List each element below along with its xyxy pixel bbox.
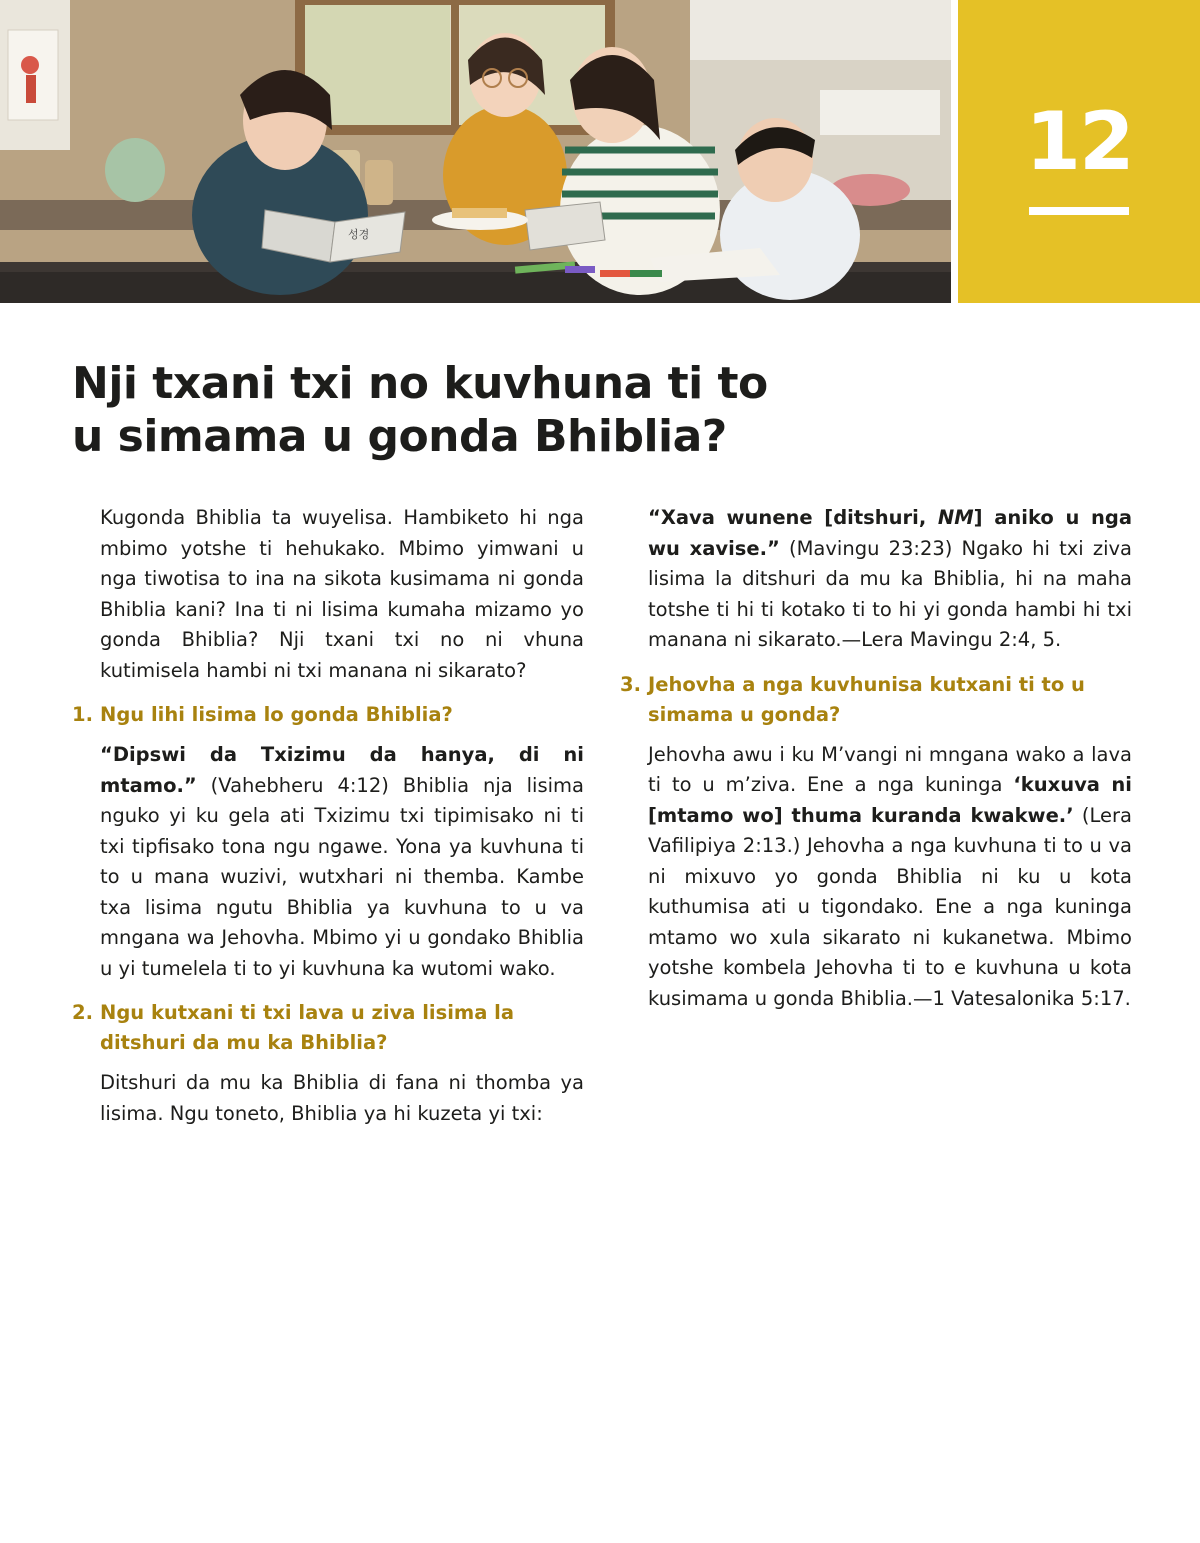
right-column — [620, 503, 1132, 1028]
hero-photo — [0, 0, 951, 303]
question-2-heading — [72, 998, 584, 1058]
page-title — [72, 357, 872, 463]
question-text: Ngu kutxani ti txi lava u ziva lisima la ditshuri da mu ka Bhiblia? — [100, 1001, 515, 1054]
question-3-heading — [620, 670, 1132, 730]
lesson-number: 12 — [1025, 95, 1133, 188]
intro-paragraph: Kugonda Bhiblia ta wuyelisa. Hambiketo hi nga mbimo yotshe ti hehukako. Mbimo yimwani u nga tiwotisa to ina na sikota kusimama ni gonda Bhiblia kani? Ina ti ni lisima kumaha mizamo yo gonda Bhiblia? Nji txani txi no ni vhuna kutimisela hambi ni txi manana ni sikarato? — [100, 506, 584, 682]
title-line-2: u simama u gonda Bhiblia? — [72, 411, 727, 462]
paragraph-text: (Vahebheru 4:12) Bhiblia nja lisima nguko yi ku gela ati Txizimu txi tipimisako ni ti txi tipfisako tona ngu ngawe. Yona ya kuvhuna ti to u mana wuzivi, wutxhari ni themba. Kambe txa lisima ngutu Bhiblia ya kuvhuna to u va mngana wa Jehovha. Mbimo yi u gondako Bhiblia u yi tumelela ti to yi kuvhuna ka wutomi wako. — [100, 773, 584, 980]
lesson-number-badge — [958, 0, 1200, 303]
book-label: 성경 — [348, 228, 370, 241]
paragraph-text: (Mavingu 23:23) Ngako hi txi ziva lisima la ditshuri da mu ka Bhiblia, hi na maha totshe ti hi ti kotako ti to hi yi gonda hambi hi txi manana ni sikarato.—Lera Mavingu 2:4, 5. — [648, 536, 1132, 651]
badge-underline — [1029, 207, 1129, 215]
question-text: Ngu lihi lisima lo gonda Bhiblia? — [100, 703, 453, 726]
family-study-illustration — [0, 0, 951, 303]
question-3-paragraph — [648, 740, 1132, 1015]
scripture-quote: ‘kuxuva ni [mtamo wo] thuma kuranda kwakwe.’ — [648, 773, 1132, 827]
question-1-paragraph — [100, 740, 584, 984]
question-2-paragraph-start: Ditshuri da mu ka Bhiblia di fana ni thomba ya lisima. Ngu toneto, Bhiblia ya hi kuzeta yi txi: — [100, 1071, 584, 1125]
question-1-heading — [72, 700, 584, 730]
scripture-quote-abbrev: NM — [937, 506, 974, 529]
scripture-quote: “Dipswi da Txizimu da hanya, di ni mtamo.” — [100, 743, 584, 797]
scripture-quote-part: ] aniko u nga wu xavise.” — [648, 506, 1132, 560]
paragraph-text: Jehovha awu i ku M’vangi ni mngana wako a lava ti to u m’ziva. Ene a nga kuninga — [648, 742, 1132, 796]
question-number: 1. — [72, 703, 93, 726]
scripture-quote-part: “Xava wunene [ditshuri, — [648, 506, 938, 529]
question-2-paragraph-continued — [648, 503, 1132, 656]
paragraph-text: (Lera Vafilipiya 2:13.) Jehovha a nga kuvhuna ti to u va ni mixuvo yo gonda Bhiblia ni ku u kota kuthumisa ati u tigondako. Ene a nga kuninga mtamo wo xula sikarato ni kukanetwa. Mbimo yotshe kombela Jehovha ti to e kuvhuna u kota kusimama u gonda Bhiblia.—1 Vatesalonika 5:17. — [648, 803, 1133, 1010]
question-number: 2. — [72, 1001, 93, 1024]
left-column — [72, 503, 584, 1143]
question-text: Jehovha a nga kuvhunisa kutxani ti to u simama u gonda? — [648, 672, 1085, 726]
title-line-1: Nji txani txi no kuvhuna ti to — [72, 358, 768, 409]
question-number: 3. — [620, 672, 641, 696]
